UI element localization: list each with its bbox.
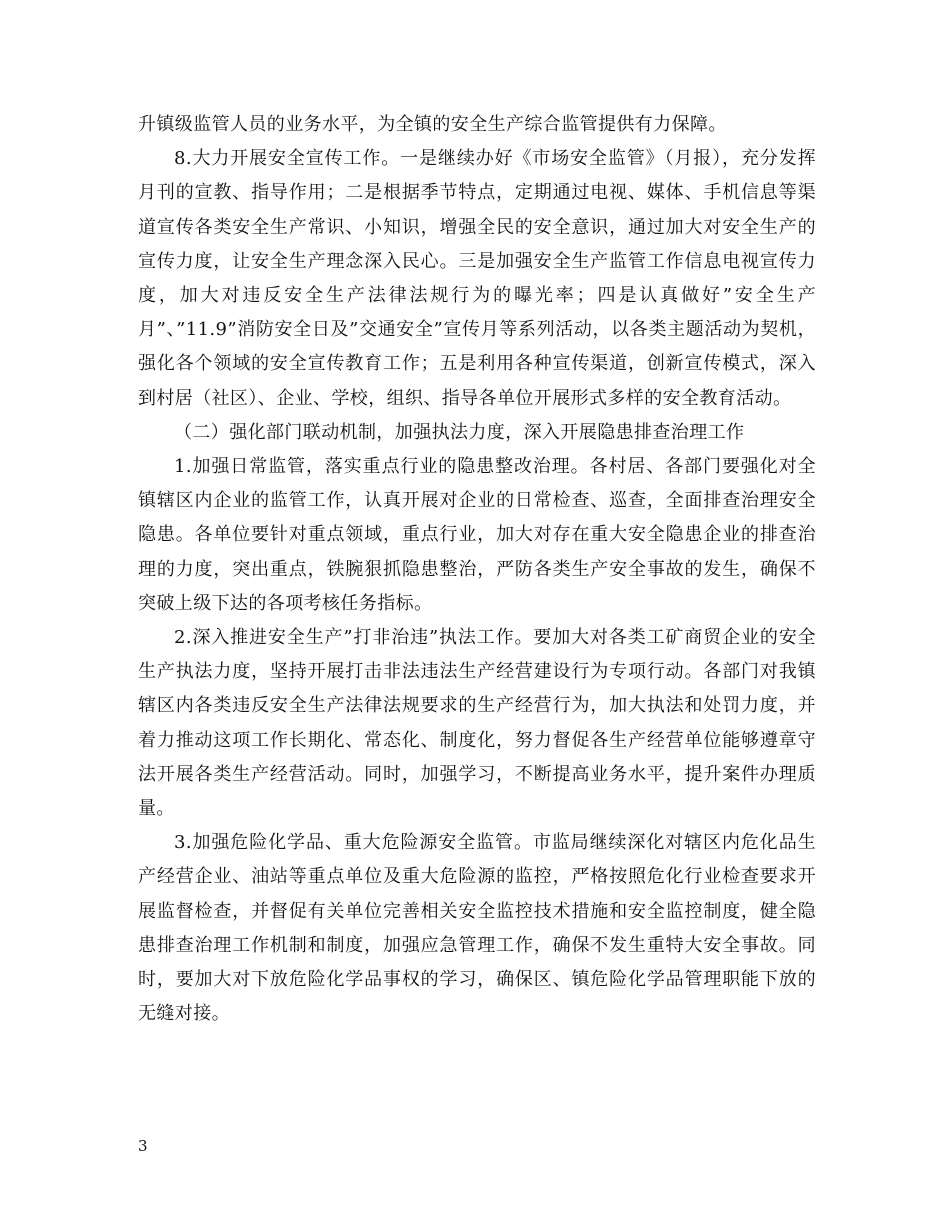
section-heading-two: （二）强化部门联动机制，加强执法力度，深入开展隐患排查治理工作 [174,421,745,443]
paragraph-item-1-daily-supervision: 1.加强日常监管，落实重点行业的隐患整改治理。各村居、各部门要强化对全镇辖区内企业的监管工作，认真开展对企业的日常检查、巡查，全面排查治理安全隐患。各单位要针对重点领域，重点行业，加大对存在重大安全隐患企业的排查治理的力度，突出重点，铁腕狠抓隐患整治，严防各类生产安全事故的发生，确保不突破上级下达的各项考核任务指标。 [138,456,816,614]
paragraph-item-3-hazardous-chemicals: 3.加强危险化学品、重大危险源安全监管。市监局继续深化对辖区内危化品生产经营企业、油站等重点单位及重大危险源的监控，严格按照危化行业检查要求开展监督检查，并督促有关单位完善相关安全监控技术措施和安全监控制度，健全隐患排查治理工作机制和制度，加强应急管理工作，确保不发生重特大安全事故。同时，要加大对下放危险化学品事权的学习，确保区、镇危险化学品管理职能下放的无缝对接。 [138,832,816,1025]
paragraph-continuation: 升镇级监管人员的业务水平，为全镇的安全生产综合监管提供有力保障。 [138,114,727,135]
paragraph-item-8-safety-publicity: 8.大力开展安全宣传工作。一是继续办好《市场安全监管》（月报），充分发挥月刊的宣教、指导作用；二是根据季节特点，定期通过电视、媒体、手机信息等渠道宣传各类安全生产常识、小知识，增强全民的安全意识，通过加大对安全生产的宣传力度，让安全生产理念深入民心。三是加强安全生产监管工作信息电视宣传力度，加大对违反安全生产法律法规行为的曝光率；四是认真做好”安全生产月”、”11.9”消防安全日及”交通安全”宣传月等系列活动，以各类主题活动为契机，强化各个领域的安全宣传教育工作；五是利用各种宣传渠道，创新宣传模式，深入到村居（社区）、企业、学校，组织、指导各单位开展形式多样的安全教育活动。 [138,148,816,409]
document-body [138,108,816,1031]
paragraph-item-2-enforcement: 2.深入推进安全生产”打非治违”执法工作。要加大对各类工矿商贸企业的安全生产执法力度，坚持开展打击非法违法生产经营建设行为专项行动。各部门对我镇辖区内各类违反安全生产法律法规要求的生产经营行为，加大执法和处罚力度，并着力推动这项工作长期化、常态化、制度化，努力督促各生产经营单位能够遵章守法开展各类生产经营活动。同时，加强学习，不断提高业务水平，提升案件办理质量。 [138,627,816,820]
page-number: 3 [138,1137,148,1155]
